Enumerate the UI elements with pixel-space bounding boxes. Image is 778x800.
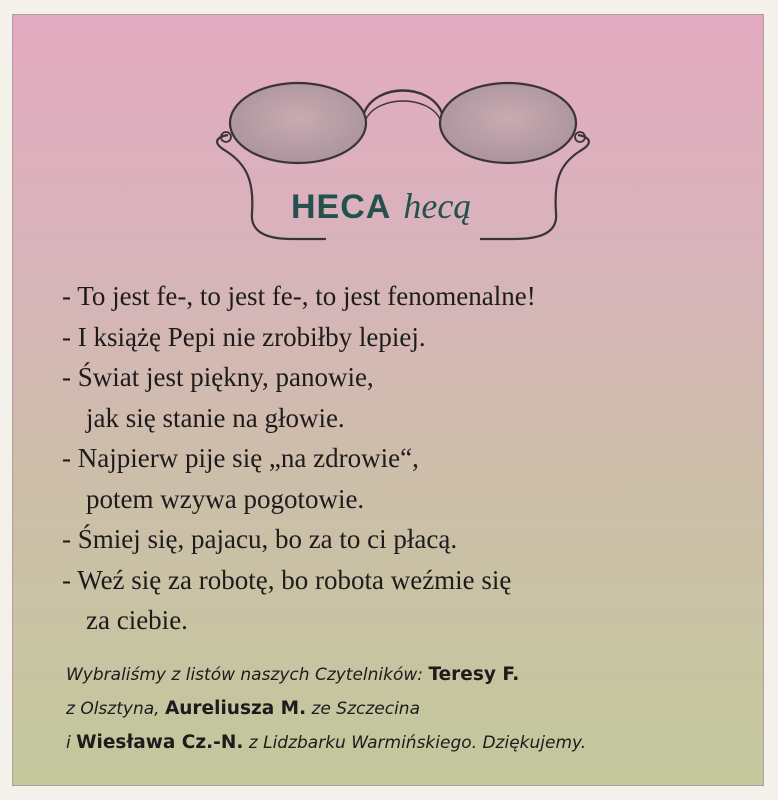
poem-line: za ciebie. xyxy=(86,605,188,635)
poem-line: potem wzywa pogotowie. xyxy=(86,483,365,514)
credits-name-wieslaw: Wiesława Cz.-N. xyxy=(76,732,244,753)
logo-italic-text: hecą xyxy=(403,186,472,226)
credits-intro: Wybraliśmy z listów naszych Czytelników: xyxy=(66,665,429,685)
credits-line-2 xyxy=(66,692,746,726)
credits-conjunction: i xyxy=(66,733,77,753)
poem-line: - Najpierw pije się „na zdrowie“, xyxy=(62,443,419,473)
credits-from-olsztyn: z Olsztyna, xyxy=(66,699,165,719)
credits-from-szczecin: ze Szczecina xyxy=(306,699,420,719)
credits-name-aureliusz: Aureliusza M. xyxy=(164,698,307,719)
credits-line-1 xyxy=(66,658,746,692)
poem-line: - I książę Pepi nie zrobiłby lepiej. xyxy=(62,321,426,352)
credits-line-3 xyxy=(66,726,746,760)
poem-line: - Weź się za robotę, bo robota weźmie się xyxy=(62,564,512,595)
poem-line: - Świat jest piękny, panowie, xyxy=(62,362,374,392)
credits-name-teresa: Teresy F. xyxy=(428,664,520,685)
eyeglasses-icon xyxy=(208,73,598,263)
page-bottom-margin xyxy=(0,786,778,800)
poem-line: - To jest fe-, to jest fe-, to jest fenomenalne! xyxy=(62,281,536,311)
logo-bold-text: HECA xyxy=(291,188,392,226)
poem-text xyxy=(62,276,742,641)
poem-line: jak się stanie na głowie. xyxy=(86,402,345,433)
heca-logo xyxy=(291,185,551,233)
credits-from-lidzbark: z Lidzbarku Warmińskiego. Dziękujemy. xyxy=(243,733,587,753)
poem-line: - Śmiej się, pajacu, bo za to ci płacą. xyxy=(62,524,458,554)
credits-note xyxy=(66,658,746,760)
